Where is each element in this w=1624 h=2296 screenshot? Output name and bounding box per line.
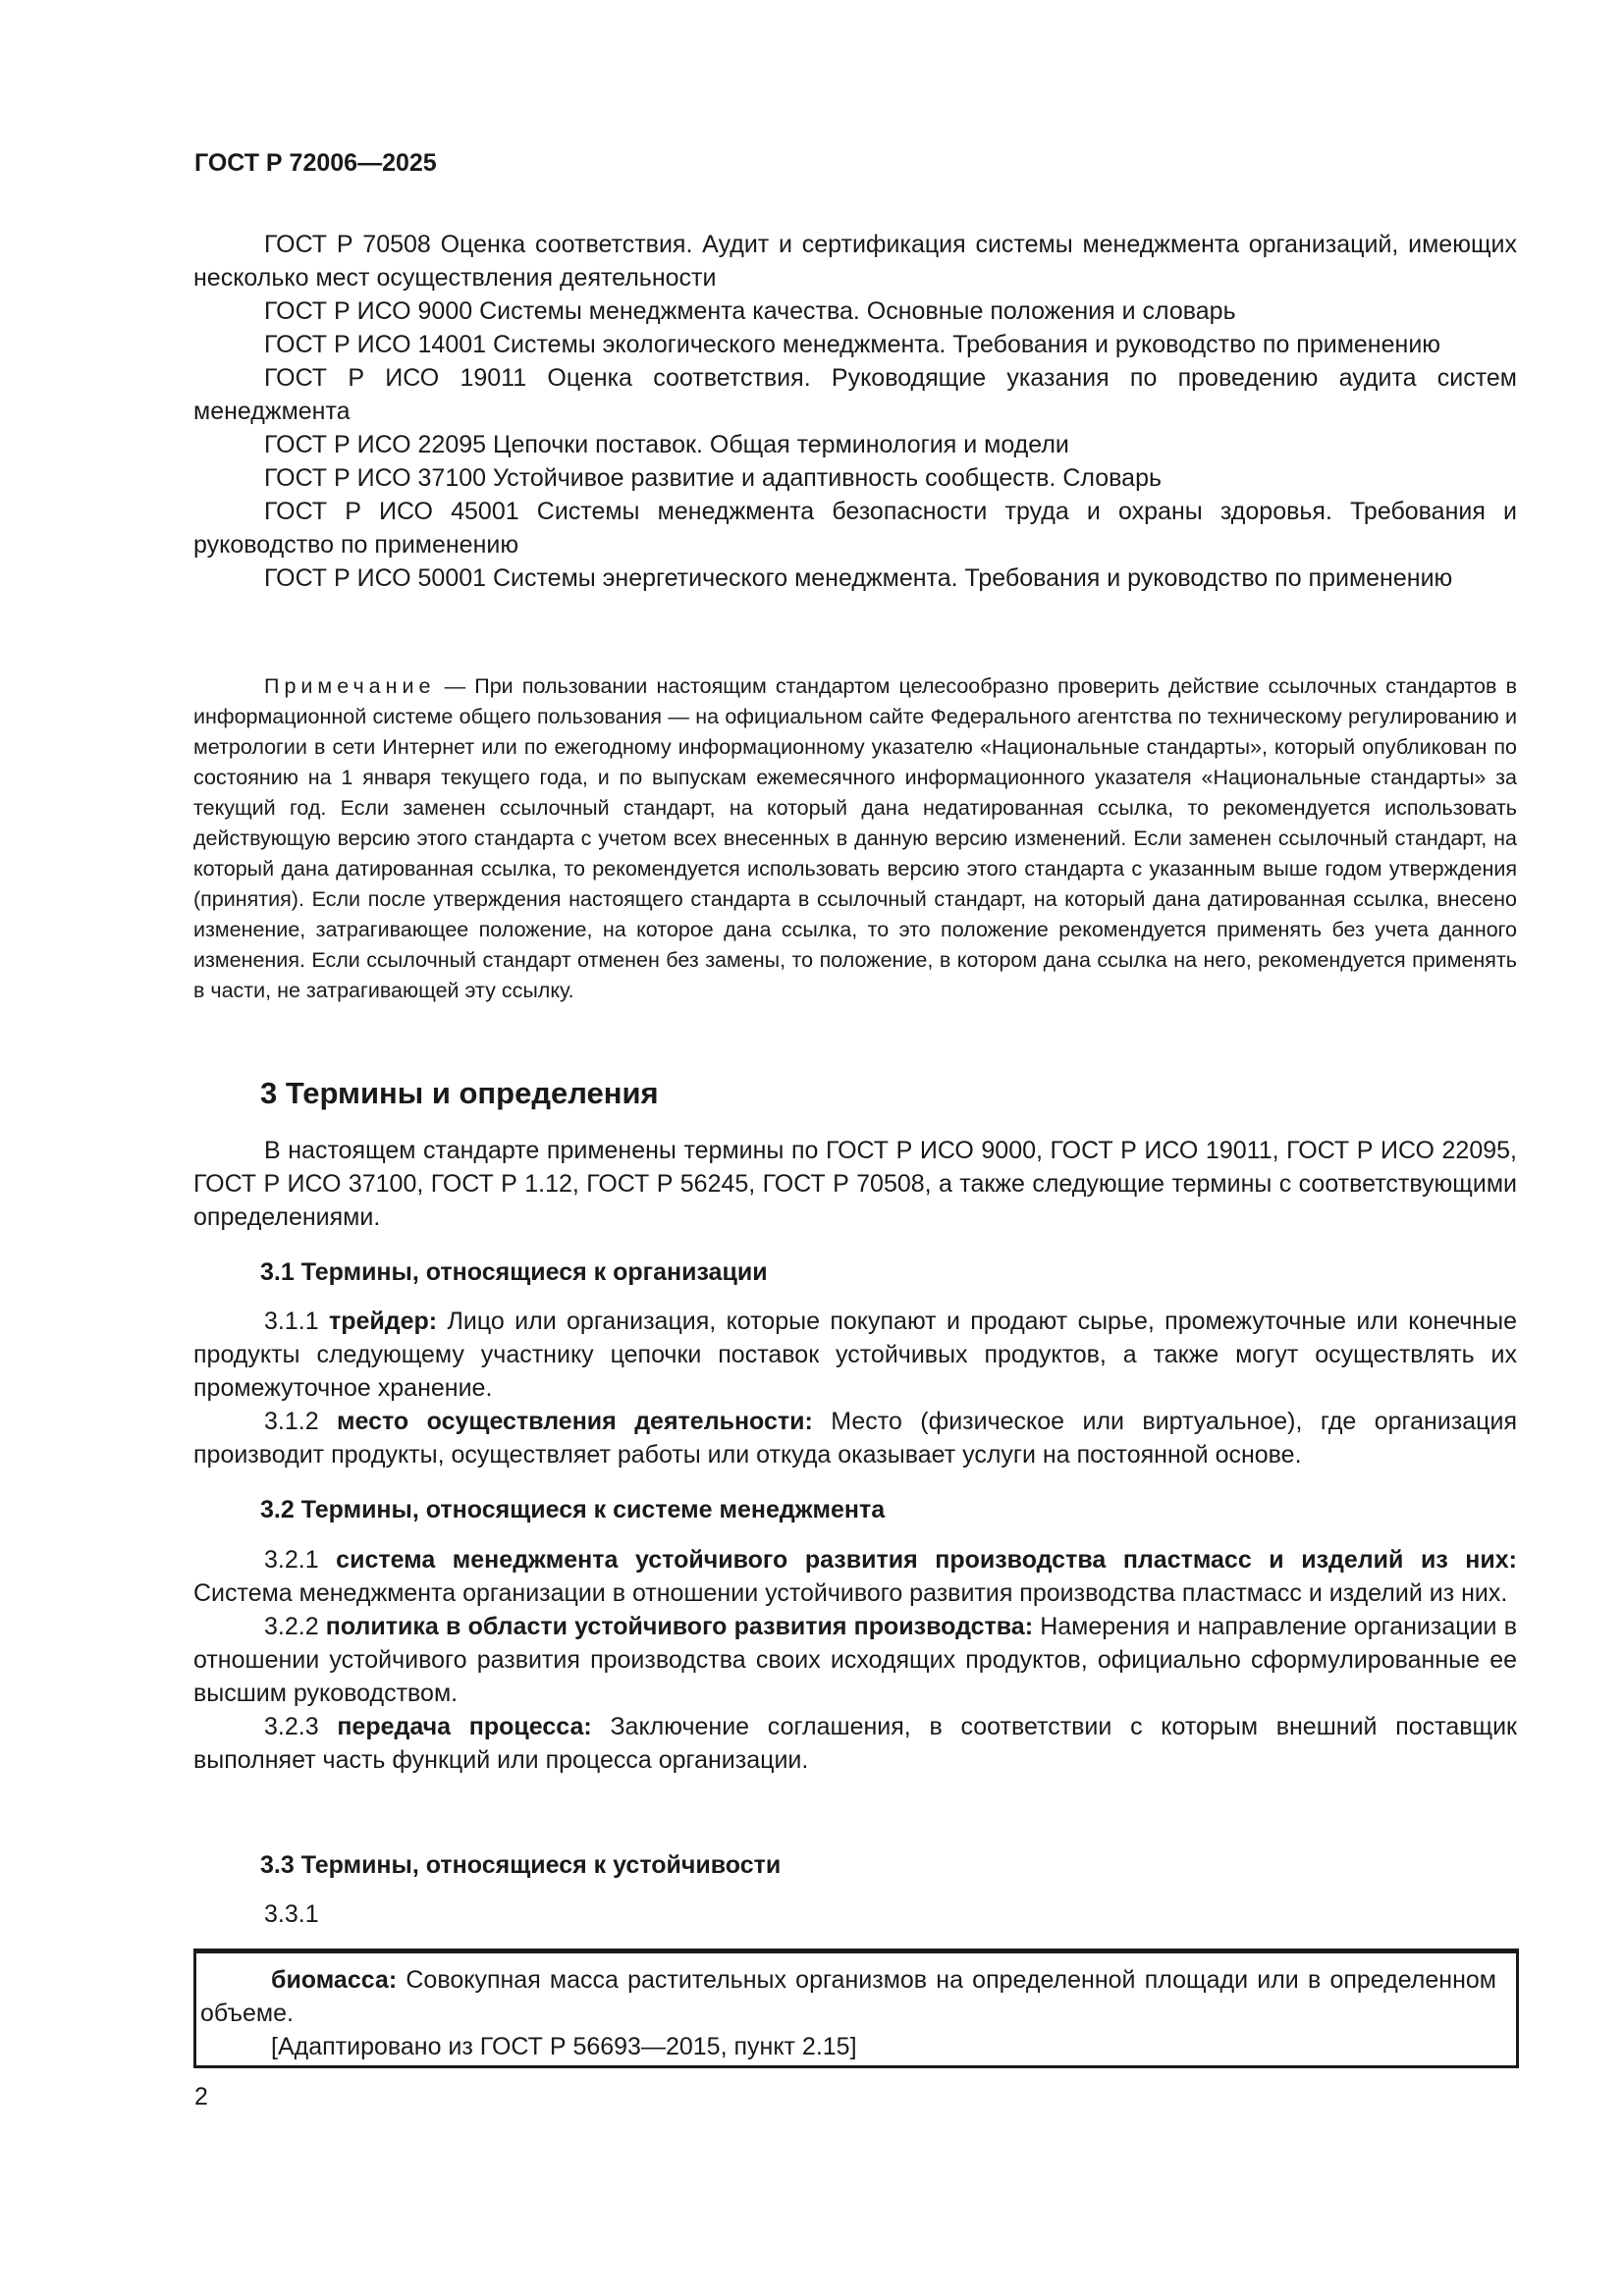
- section-intro: В настоящем стандарте применены термины по ГОСТ Р ИСО 9000, ГОСТ Р ИСО 19011, ГОСТ Р ИСО 22095, ГОСТ Р ИСО 37100, ГОСТ Р 1.12, ГОСТ Р 56245, ГОСТ Р 70508, а также следующие термины с соответствующими определениями.: [193, 1137, 1517, 1231]
- term-number: 3.3.1: [264, 1900, 319, 1928]
- term-name: биомасса:: [271, 1966, 398, 1994]
- subsection-title: 3.1 Термины, относящиеся к организации: [260, 1258, 768, 1286]
- term-name: политика в области устойчивого развития производства:: [325, 1613, 1034, 1640]
- term-definition: Совокупная масса растительных организмов на определенной площади или в определенном объеме.: [200, 1966, 1496, 2027]
- note-text: — При пользовании настоящим стандартом целесообразно проверить действие ссылочных стандартов в информационной системе общего пользования — на официальном сайте Федерального агентства по техническому регулированию и метрологии в сети Интернет или по ежегодному информационному указателю «Национальные стандарты», который опубликован по состоянию на 1 января текущего года, и по выпускам ежемесячного информационного указателя «Национальные стандарты» за текущий год. Если заменен ссылочный стандарт, на который дана недатированная ссылка, то рекомендуется использовать действующую версию этого стандарта с учетом всех внесенных в данную версию изменений. Если заменен ссылочный стандарт, на который дана датированная ссылка, то рекомендуется использовать версию этого стандарта с указанным выше годом утверждения (принятия). Если после утверждения настоящего стандарта в ссылочный стандарт, на который дана датированная ссылка, внесено изменение, затрагивающее положение, на которое дана ссылка, то это положение рекомендуется применять без учета данного изменения. Если ссылочный стандарт отменен без замены, то положение, в котором дана ссылка на него, рекомендуется применять в части, не затрагивающей эту ссылку.: [193, 674, 1517, 1002]
- reference-item: ГОСТ Р ИСО 14001 Системы экологического менеджмента. Требования и руководство по применению: [264, 331, 1441, 358]
- reference-item: ГОСТ Р ИСО 45001 Системы менеджмента безопасности труда и охраны здоровья. Требования и руководство по применению: [193, 498, 1517, 559]
- term-source: [Адаптировано из ГОСТ Р 56693—2015, пункт 2.15]: [271, 2033, 857, 2060]
- reference-item: ГОСТ Р 70508 Оценка соответствия. Аудит и сертификация системы менеджмента организаций, имеющих несколько мест осуществления деятельности: [193, 231, 1517, 292]
- term-name: трейдер:: [328, 1308, 438, 1335]
- normative-references-list: [193, 228, 1517, 595]
- term-definition-box: [193, 1949, 1519, 2068]
- term-entry: [193, 1610, 1517, 1710]
- term-name: система менеджмента устойчивого развития производства пластмасс и изделий из них:: [336, 1546, 1517, 1574]
- term-definition: Намерения и направление организации в отношении устойчивого развития производства своих исходящих продуктов, официально сформулированные ее высшим руководством.: [193, 1613, 1517, 1707]
- term-entry: [193, 1710, 1517, 1777]
- term-name: место осуществления деятельности:: [337, 1408, 813, 1435]
- note-label: Примечание: [264, 674, 436, 698]
- document-header: ГОСТ Р 72006—2025: [194, 149, 437, 177]
- subsection-title: 3.2 Термины, относящиеся к системе менеджмента: [260, 1496, 886, 1523]
- term-number: 3.1.2: [264, 1408, 338, 1435]
- term-definition: Лицо или организация, которые покупают и продают сырье, промежуточные или конечные продукты следующему участнику цепочки поставок устойчивых продуктов, а также могут осуществлять их промежуточное хранение.: [193, 1308, 1517, 1402]
- term-entry: [193, 1543, 1517, 1610]
- subsection-title: 3.3 Термины, относящиеся к устойчивости: [260, 1851, 782, 1879]
- reference-item: ГОСТ Р ИСО 37100 Устойчивое развитие и адаптивность сообществ. Словарь: [264, 464, 1163, 492]
- reference-item: ГОСТ Р ИСО 19011 Оценка соответствия. Руководящие указания по проведению аудита систем менеджмента: [193, 364, 1517, 425]
- term-definition: Система менеджмента организации в отношении устойчивого развития производства пластмасс и изделий из них.: [193, 1579, 1508, 1607]
- section-3: [193, 1074, 1517, 1113]
- page-number: 2: [194, 2083, 208, 2110]
- term-name: передача процесса:: [337, 1713, 592, 1740]
- term-number: 3.2.3: [264, 1713, 338, 1740]
- term-entry: [193, 1405, 1517, 1471]
- term-number: 3.2.2: [264, 1613, 326, 1640]
- reference-item: ГОСТ Р ИСО 22095 Цепочки поставок. Общая терминология и модели: [264, 431, 1069, 458]
- term-definition: Заключение соглашения, в соответствии с которым внешний поставщик выполняет часть функций или процесса организации.: [193, 1713, 1517, 1774]
- note-block: [193, 671, 1517, 1006]
- reference-item: ГОСТ Р ИСО 50001 Системы энергетического менеджмента. Требования и руководство по применению: [264, 564, 1453, 592]
- term-definition: Место (физическое или виртуальное), где организация производит продукты, осуществляет работы или откуда оказывает услуги на постоянной основе.: [193, 1408, 1517, 1468]
- reference-item: ГОСТ Р ИСО 9000 Системы менеджмента качества. Основные положения и словарь: [264, 297, 1236, 325]
- term-entry: [193, 1305, 1517, 1405]
- term-number: 3.1.1: [264, 1308, 329, 1335]
- section-title: 3 Термины и определения: [260, 1076, 659, 1110]
- term-number: 3.2.1: [264, 1546, 337, 1574]
